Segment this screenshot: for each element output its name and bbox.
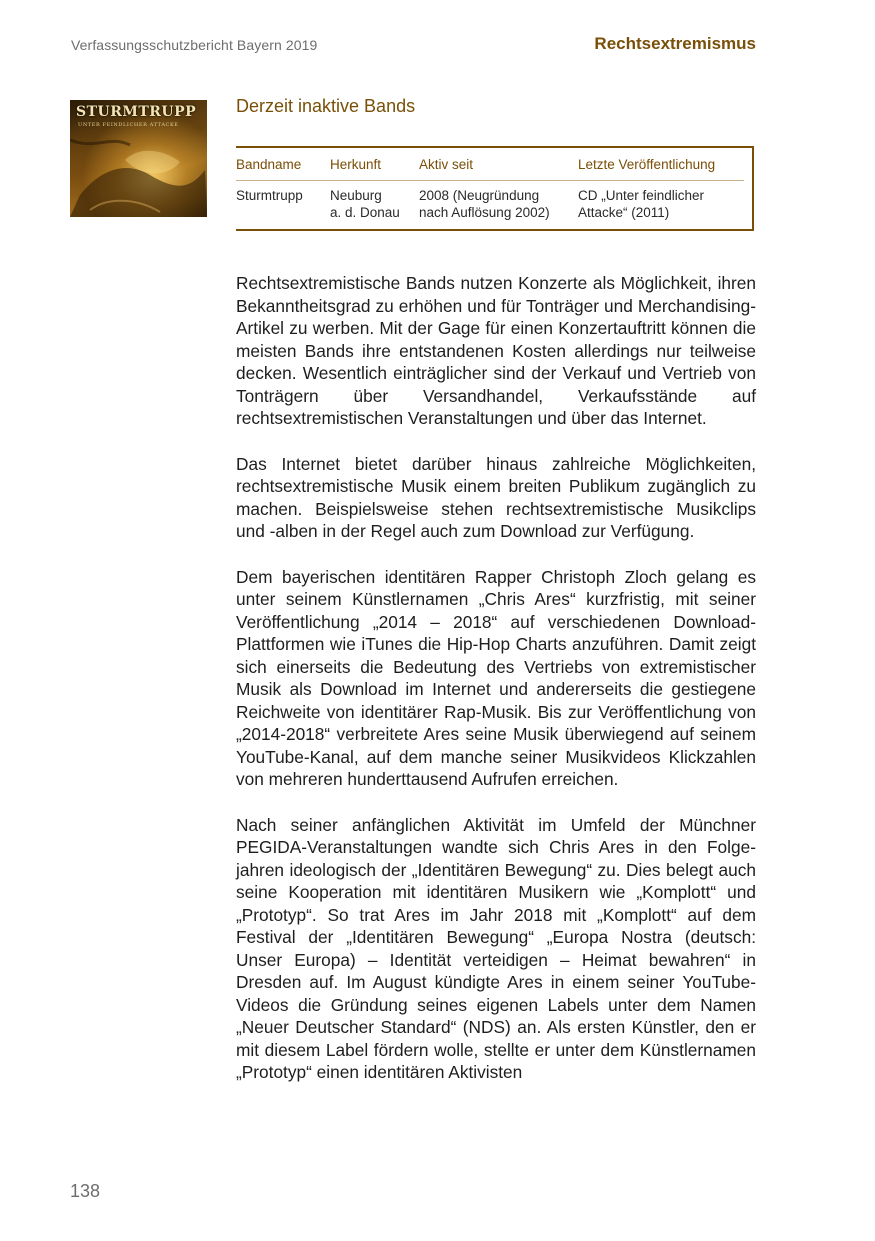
- cell-text: Neuburg: [330, 188, 382, 203]
- cell-text: a. d. Donau: [330, 205, 400, 220]
- section-heading: Derzeit inaktive Bands: [236, 96, 416, 116]
- paragraph: Rechtsextremistische Bands nutzen Konzerte als Möglichkeit, ihren Bekanntheitsgrad zu erhöhen und für Tonträger und Merchandising-Artikel zu werben. Mit der Gage für einen Konzertauftritt können die meisten Bands ihre entstandenen Kosten allerdings nur teilweise decken. Wesentlich einträglicher sind der Verkauf und Vertrieb von Tonträgern über Versandhandel, Verkaufsstände auf rechtsextremistischen Veranstaltungen und über das Internet.: [236, 273, 756, 428]
- cell-text: CD „Unter feindlicher: [578, 188, 705, 203]
- cell-text: 2008 (Neugründung: [419, 188, 540, 203]
- running-header-section: Rechtsextremismus: [594, 34, 756, 53]
- column-header-bandname: Bandname: [236, 148, 330, 181]
- cell-text: Attacke“ (2011): [578, 205, 670, 220]
- column-header-herkunft: Herkunft: [330, 148, 419, 181]
- cell-text: Sturmtrupp: [236, 188, 303, 203]
- cell-bandname: [236, 181, 330, 222]
- column-header-aktiv-seit: Aktiv seit: [419, 148, 578, 181]
- body-text: [236, 272, 756, 1107]
- table-row: [236, 181, 744, 222]
- table-header-row: [236, 148, 744, 181]
- bands-table: [236, 146, 754, 231]
- album-cover-image: [70, 100, 207, 217]
- column-header-letzte-veroeffentlichung: Letzte Veröffentlichung: [578, 148, 744, 181]
- album-cover-title: STURMTRUPP: [76, 104, 197, 120]
- paragraph: Dem bayerischen identitären Rapper Christoph Zloch gelang es unter seinem Künstlernamen „Chris Ares“ kurzfristig, mit seiner Veröffentlichung „2014 – 2018“ auf verschiedenen Download-Plattformen wie iTunes die Hip-Hop Charts anzuführen. Damit zeigt sich einerseits die Bedeutung des Vertriebs von extremistischer Musik als Download im Internet und andererseits die gestiegene Reichweite von identitärer Rap-Musik. Bis zur Veröffentlichung von „2014-2018“ verbreitete Ares seine Musik überwiegend auf seinem YouTube-Kanal, auf dem manche seiner Musikvideos Klickzahlen von mehreren hunderttausend Aufrufen erreichen.: [236, 566, 756, 789]
- page-number: 138: [70, 1181, 101, 1201]
- paragraph: Nach seiner anfänglichen Aktivität im Umfeld der Münchner PEGIDA-Veranstaltungen wandte sich Chris Ares in den Folgejahren ideologisch der „Identitären Bewegung“ zu. Dies belegt auch seine Kooperation mit identitären Musikern wie „Komplott“ und „Prototyp“. So trat Ares im Jahr 2018 mit „Komplott“ auf dem Festival der „Identitären Bewegung“ „Europa Nostra (deutsch: Unser Europa) – Identität verteidigen – Heimat bewahren“ in Dresden auf. Im August kündigte Ares in einem seiner YouTube-Videos die Gründung seines eigenen Labels unter dem Namen „Neuer Deutscher Standard“ (NDS) an. Als ersten Künstler, den er mit diesem Label fördern wolle, stellte er unter dem Künstlernamen „Prototyp“ einen identitären Aktivisten: [236, 814, 756, 1082]
- cell-text: nach Auflösung 2002): [419, 205, 550, 220]
- cell-aktiv-seit: [419, 181, 578, 222]
- cell-letzte-veroeffentlichung: [578, 181, 744, 222]
- album-cover-subtitle: UNTER FEINDLICHER ATTACKE: [78, 122, 179, 128]
- running-header-title: Verfassungsschutzbericht Bayern 2019: [71, 37, 318, 53]
- paragraph: Das Internet bietet darüber hinaus zahlreiche Möglichkeiten, rechtsextremistische Musik einem breiten Publikum zugänglich zu machen. Beispielsweise stehen rechtsextremistische Musikclips und -alben in der Regel auch zum Download zur Verfügung.: [236, 453, 756, 541]
- cell-herkunft: [330, 181, 419, 222]
